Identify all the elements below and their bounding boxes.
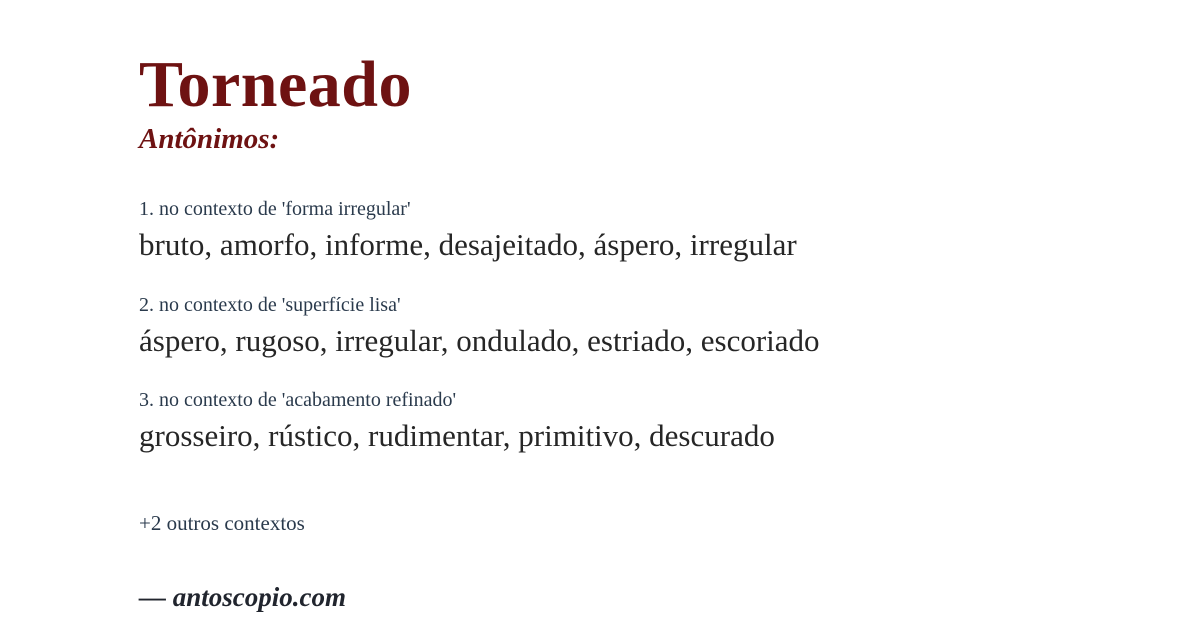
antonyms-subtitle: Antônimos: <box>139 123 280 155</box>
context-block-2 <box>139 294 1140 359</box>
context-antonyms: grosseiro, rústico, rudimentar, primitivo, descurado <box>139 418 775 454</box>
context-label: 1. no contexto de 'forma irregular' <box>139 197 411 220</box>
more-contexts-link[interactable]: +2 outros contextos <box>139 510 305 535</box>
context-block-1 <box>139 198 1140 263</box>
context-label: 2. no contexto de 'superfície lisa' <box>139 293 401 316</box>
context-antonyms: áspero, rugoso, irregular, ondulado, estriado, escoriado <box>139 322 820 358</box>
site-attribution: — antoscopio.com <box>139 581 346 612</box>
context-block-3 <box>139 389 1140 454</box>
context-label: 3. no contexto de 'acabamento refinado' <box>139 389 457 412</box>
context-antonyms: bruto, amorfo, informe, desajeitado, áspero, irregular <box>139 226 797 262</box>
contexts-list <box>139 198 1140 454</box>
page-title: Torneado <box>139 48 412 121</box>
